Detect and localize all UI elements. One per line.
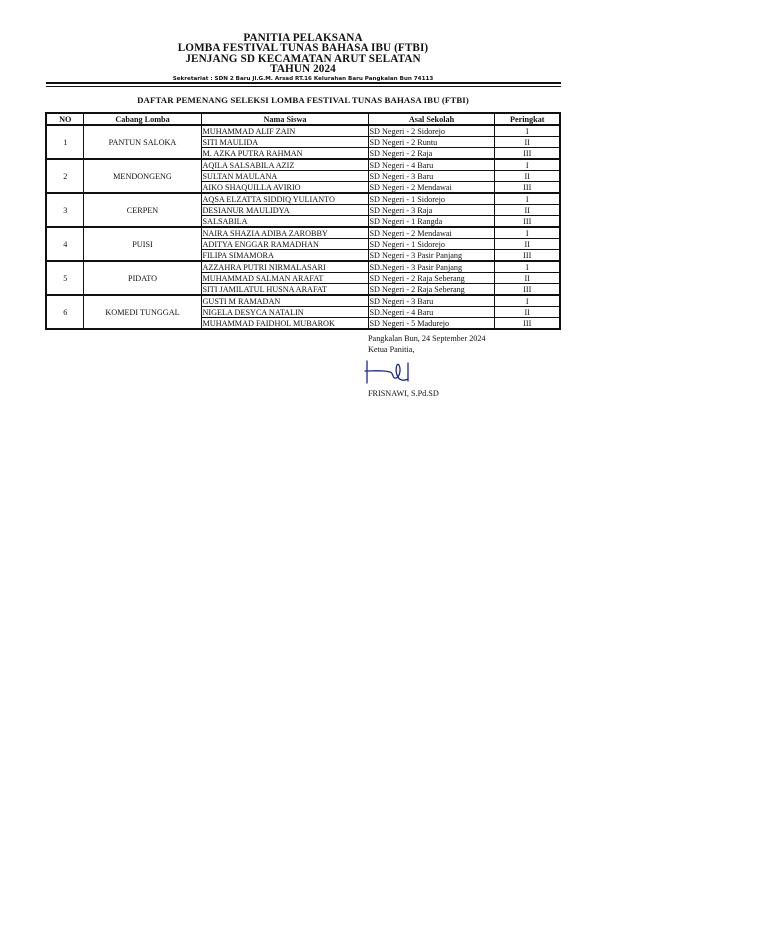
- cell-peringkat: II: [494, 239, 560, 250]
- cell-sekolah: SD Negeri - 2 Runtu: [368, 137, 494, 148]
- cell-peringkat: I: [494, 227, 560, 239]
- signer-role: Ketua Panitia,: [368, 345, 415, 354]
- cell-no: 2: [46, 159, 83, 193]
- cell-sekolah: SD.Negeri - 3 Pasir Panjang: [368, 261, 494, 273]
- header-no: NO: [46, 113, 83, 125]
- header-divider-thick: [46, 82, 561, 84]
- committee-title: PANITIA PELAKSANA: [243, 32, 363, 44]
- cell-sekolah: SD Negeri - 1 Rangda: [368, 216, 494, 228]
- signature-block: [368, 333, 486, 355]
- cell-nama: FILIPA SIMAMORA: [201, 250, 368, 262]
- level-title: JENJANG SD KECAMATAN ARUT SELATAN: [185, 52, 421, 65]
- handwritten-signature: [364, 357, 416, 387]
- cell-nama: AZZAHRA PUTRI NIRMALASARI: [201, 261, 368, 273]
- cell-sekolah: SD Negeri - 2 Sidorejo: [368, 125, 494, 137]
- cell-nama: NAIRA SHAZIA ADIBA ZAROBBY: [201, 227, 368, 239]
- cell-sekolah: SD.Negeri - 4 Baru: [368, 307, 494, 318]
- cell-peringkat: I: [494, 193, 560, 205]
- cell-sekolah: SD Negeri - 2 Raja Seberang: [368, 284, 494, 296]
- header-cabang: Cabang Lomba: [83, 113, 201, 125]
- signer-name: FRISNAWI, S.Pd.SD: [368, 389, 439, 398]
- document-title: DAFTAR PEMENANG SELEKSI LOMBA FESTIVAL TUNAS BAHASA IBU (FTBI): [137, 95, 469, 105]
- cell-sekolah: SD Negeri - 5 Madurejo: [368, 318, 494, 330]
- cell-cabang: PIDATO: [83, 261, 201, 295]
- cell-nama: SALSABILA: [201, 216, 368, 228]
- cell-sekolah: SD Negeri - 3 Pasir Panjang: [368, 250, 494, 262]
- cell-nama: GUSTI M RAMADAN: [201, 295, 368, 307]
- cell-peringkat: I: [494, 159, 560, 171]
- header-divider-thin: [46, 86, 561, 87]
- cell-cabang: PANTUN SALOKA: [83, 125, 201, 159]
- cell-peringkat: I: [494, 261, 560, 273]
- cell-sekolah: SD Negeri - 2 Mendawai: [368, 227, 494, 239]
- header-peringkat: Peringkat: [494, 113, 560, 125]
- cell-peringkat: I: [494, 125, 560, 137]
- cell-no: 1: [46, 125, 83, 159]
- cell-nama: NIGELA DESYCA NATALIN: [201, 307, 368, 318]
- cell-peringkat: II: [494, 205, 560, 216]
- header-nama: Nama Siswa: [201, 113, 368, 125]
- group-3: [46, 193, 560, 227]
- event-title: LOMBA FESTIVAL TUNAS BAHASA IBU (FTBI): [177, 42, 429, 55]
- table-row: [46, 193, 560, 205]
- cell-nama: MUHAMMAD FAIDHOL MUBAROK: [201, 318, 368, 330]
- cell-peringkat: II: [494, 307, 560, 318]
- cell-no: 4: [46, 227, 83, 261]
- year-title: TAHUN 2024: [270, 63, 336, 76]
- winners-table: [45, 112, 561, 330]
- cell-nama: AIKO SHAQUILLA AVIRIO: [201, 182, 368, 194]
- cell-peringkat: I: [494, 295, 560, 307]
- cell-no: 3: [46, 193, 83, 227]
- cell-nama: AQILA SALSABILA AZIZ: [201, 159, 368, 171]
- cell-cabang: KOMEDI TUNGGAL: [83, 295, 201, 329]
- cell-nama: M. AZKA PUTRA RAHMAN: [201, 148, 368, 160]
- cell-cabang: PUISI: [83, 227, 201, 261]
- group-5: [46, 261, 560, 295]
- cell-peringkat: III: [494, 216, 560, 228]
- header-sekolah: Asal Sekolah: [368, 113, 494, 125]
- secretariat-address: Sekretariat : SDN 2 Baru Jl.G.M. Arsad RT.16 Kelurahan Baru Pangkalan Bun 74113: [172, 75, 434, 82]
- cell-nama: AQSA ELZATTA SIDDIQ YULIANTO: [201, 193, 368, 205]
- cell-nama: MUHAMMAD ALIF ZAIN: [201, 125, 368, 137]
- cell-sekolah: SD Negeri - 3 Baru: [368, 171, 494, 182]
- cell-peringkat: III: [494, 182, 560, 194]
- table-row: [46, 261, 560, 273]
- cell-sekolah: SD Negeri - 1 Sidorejo: [368, 239, 494, 250]
- place-date: Pangkalan Bun, 24 September 2024: [368, 334, 486, 343]
- cell-cabang: MENDONGENG: [83, 159, 201, 193]
- letterhead: [46, 33, 560, 84]
- cell-sekolah: SD Negeri - 2 Raja Seberang: [368, 273, 494, 284]
- group-6: [46, 295, 560, 329]
- cell-nama: MUHAMMAD SALMAN ARAFAT: [201, 273, 368, 284]
- cell-peringkat: II: [494, 273, 560, 284]
- cell-peringkat: II: [494, 137, 560, 148]
- cell-sekolah: SD Negeri - 2 Mendawai: [368, 182, 494, 194]
- table-row: [46, 159, 560, 171]
- cell-no: 5: [46, 261, 83, 295]
- cell-peringkat: III: [494, 318, 560, 330]
- cell-no: 6: [46, 295, 83, 329]
- cell-peringkat: III: [494, 250, 560, 262]
- cell-nama: SULTAN MAULANA: [201, 171, 368, 182]
- table-row: [46, 295, 560, 307]
- cell-sekolah: SD Negeri - 2 Raja: [368, 148, 494, 160]
- cell-sekolah: SD Negeri - 1 Sidorejo: [368, 193, 494, 205]
- cell-nama: DESIANUR MAULIDYA: [201, 205, 368, 216]
- table-header-row: [46, 113, 560, 125]
- table-row: [46, 125, 560, 137]
- cell-nama: SITI MAULIDA: [201, 137, 368, 148]
- cell-nama: ADITYA ENGGAR RAMADHAN: [201, 239, 368, 250]
- cell-nama: SITI JAMILATUL HUSNA ARAFAT: [201, 284, 368, 296]
- cell-sekolah: SD Negeri - 4 Baru: [368, 159, 494, 171]
- cell-peringkat: III: [494, 284, 560, 296]
- group-1: [46, 125, 560, 159]
- cell-sekolah: SD Negeri - 3 Raja: [368, 205, 494, 216]
- group-4: [46, 227, 560, 261]
- cell-cabang: CERPEN: [83, 193, 201, 227]
- cell-peringkat: II: [494, 171, 560, 182]
- cell-peringkat: III: [494, 148, 560, 160]
- table-row: [46, 227, 560, 239]
- cell-sekolah: SD Negeri - 3 Baru: [368, 295, 494, 307]
- group-2: [46, 159, 560, 193]
